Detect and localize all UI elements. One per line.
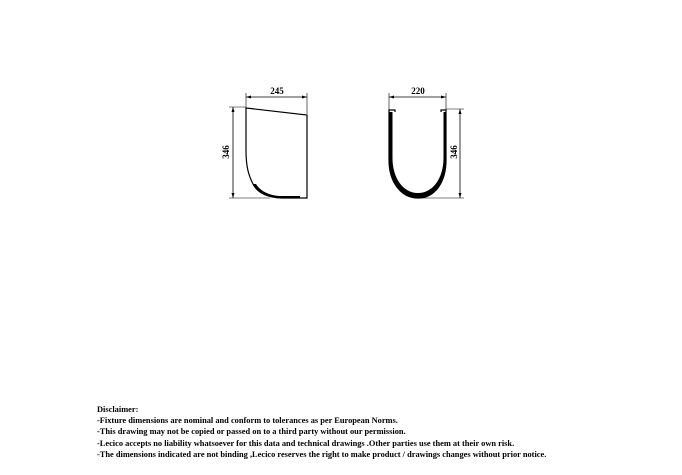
disclaimer-line: -This drawing may not be copied or passed on to a third party without our permission. xyxy=(97,427,406,437)
side-profile-inner-thickness xyxy=(389,112,446,198)
disclaimer-line: -Fixture dimensions are nominal and conform to tolerances as per European Norms. xyxy=(97,416,398,426)
disclaimer-line: -Lecico accepts no liability whatsoever for this data and technical drawings .Other parties use them at their own risk. xyxy=(97,438,515,448)
front-width-arrow-right xyxy=(302,96,307,99)
side-height-arrow-bottom xyxy=(459,193,462,198)
side-height-label: 346 xyxy=(449,145,459,159)
side-view xyxy=(389,86,464,198)
disclaimer-title: Disclaimer: xyxy=(97,405,139,414)
front-height-label: 346 xyxy=(221,145,231,159)
front-height-arrow-bottom xyxy=(232,193,235,198)
side-width-arrow-left xyxy=(389,96,394,99)
front-width-arrow-left xyxy=(246,96,251,99)
front-view xyxy=(221,86,307,198)
side-width-arrow-right xyxy=(441,96,446,99)
front-width-label: 245 xyxy=(270,86,284,96)
disclaimer-block xyxy=(97,404,677,460)
front-height-arrow-top xyxy=(232,107,235,112)
disclaimer-line: -The dimensions indicated are not binding ,Lecico reserves the right to make product / drawings changes without prior notice. xyxy=(97,449,547,459)
side-height-arrow-top xyxy=(459,109,462,114)
side-profile-inner-fill xyxy=(394,112,442,190)
side-width-label: 220 xyxy=(411,86,425,96)
front-profile-shading xyxy=(253,184,300,198)
